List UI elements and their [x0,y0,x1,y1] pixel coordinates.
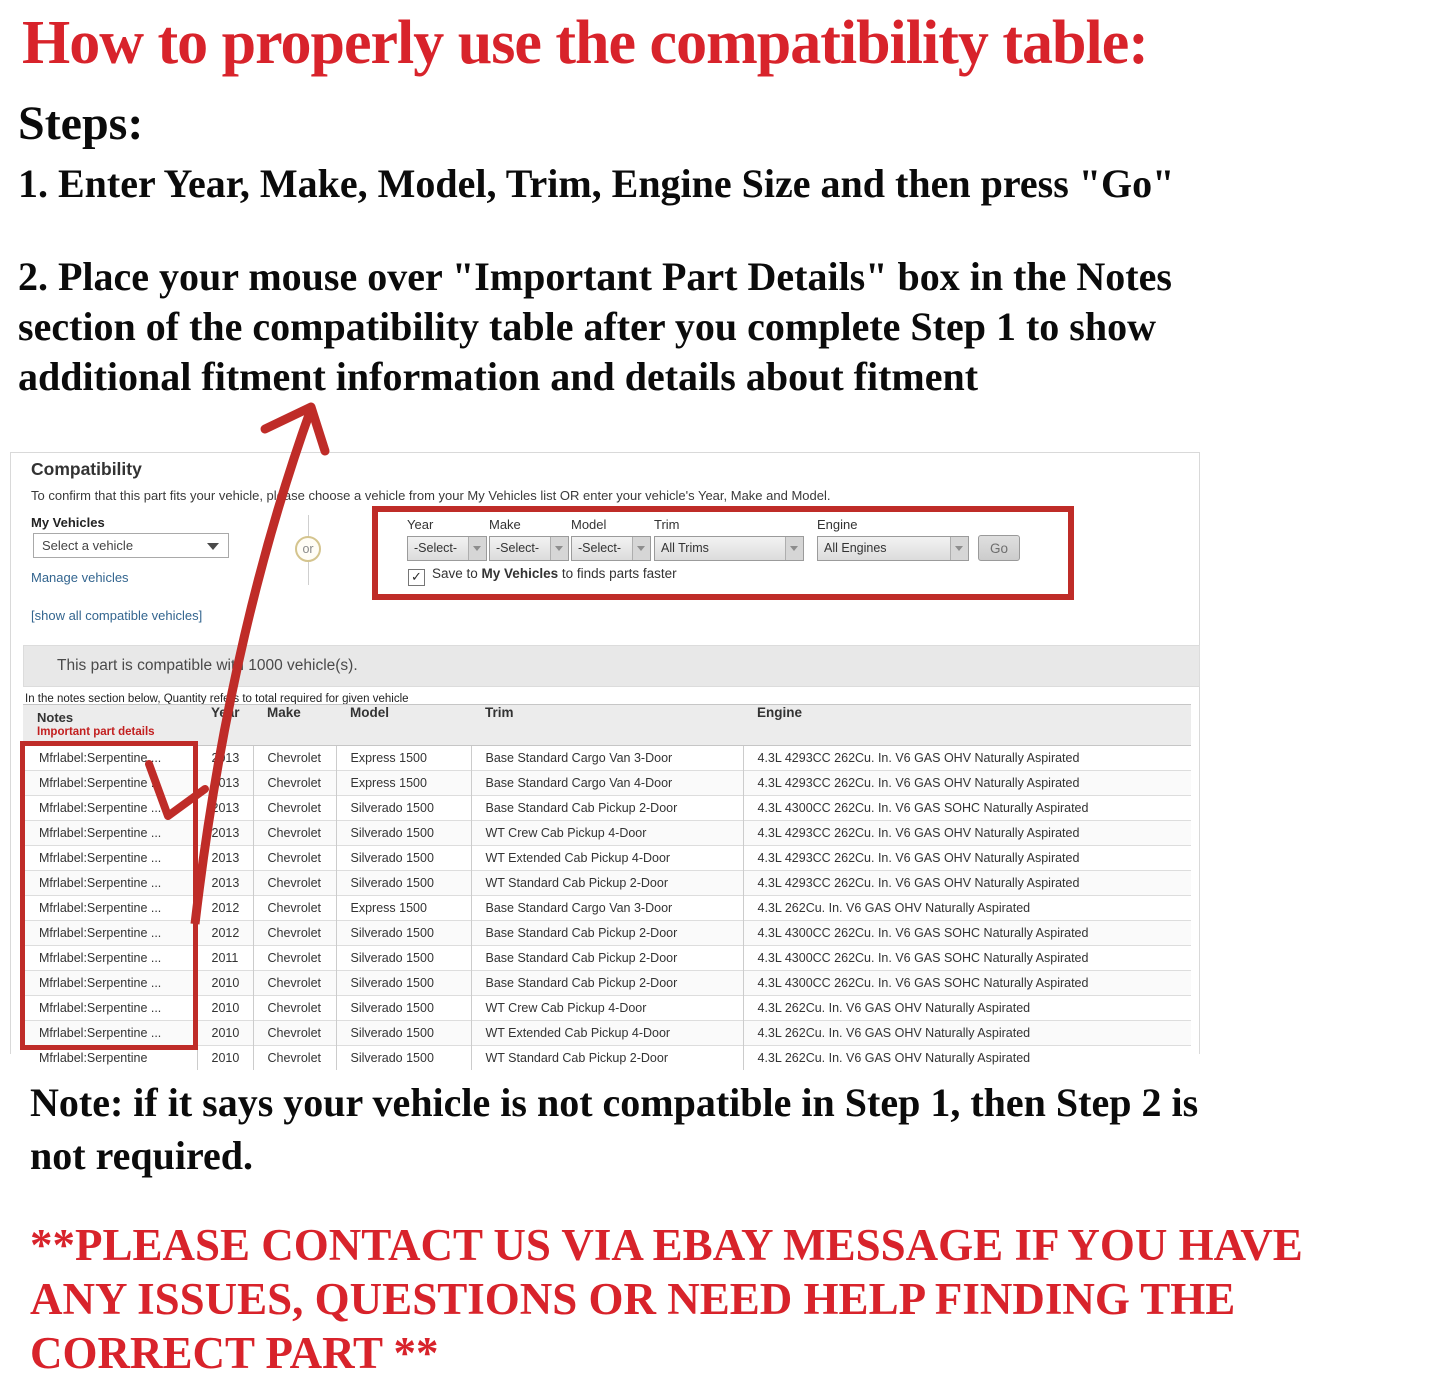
cell-model: Silverado 1500 [336,846,471,871]
year-select-value: -Select- [414,541,458,555]
cell-year: 2012 [197,896,253,921]
manage-vehicles-link[interactable]: Manage vehicles [31,570,129,585]
dropdown-caret-icon [207,543,219,550]
bottom-note-line-2: not required. [30,1133,253,1178]
step-2-line-2: section of the compatibility table after you complete Step 1 to show [18,304,1157,349]
cell-year: 2010 [197,971,253,996]
cell-engine: 4.3L 4300CC 262Cu. In. V6 GAS SOHC Naturally Aspirated [743,796,1191,821]
step-2-line-1: 2. Place your mouse over "Important Part Details" box in the Notes [18,254,1172,299]
cell-year: 2013 [197,871,253,896]
my-vehicles-select[interactable] [33,533,229,558]
cell-make: Chevrolet [253,996,336,1021]
save-to-my-vehicles-row[interactable] [408,566,677,586]
cell-trim: WT Crew Cab Pickup 4-Door [471,821,743,846]
cell-make: Chevrolet [253,1046,336,1071]
cell-year: 2011 [197,946,253,971]
cell-year: 2013 [197,771,253,796]
compatibility-panel [10,452,1200,1065]
cell-engine: 4.3L 4300CC 262Cu. In. V6 GAS SOHC Naturally Aspirated [743,971,1191,996]
notes-header-label: Notes [37,710,74,725]
cell-trim: WT Crew Cab Pickup 4-Door [471,996,743,1021]
cell-engine: 4.3L 4293CC 262Cu. In. V6 GAS OHV Naturally Aspirated [743,746,1191,771]
cell-model: Express 1500 [336,771,471,796]
cell-make: Chevrolet [253,971,336,996]
cell-notes: Mfrlabel:Serpentine ... [23,896,197,921]
cell-year: 2010 [197,1046,253,1071]
cell-model: Silverado 1500 [336,796,471,821]
cell-make: Chevrolet [253,821,336,846]
cell-year: 2010 [197,996,253,1021]
cell-engine: 4.3L 262Cu. In. V6 GAS OHV Naturally Aspirated [743,996,1191,1021]
cell-trim: Base Standard Cargo Van 3-Door [471,746,743,771]
save-text-prefix: Save to [432,566,478,581]
compatibility-description: To confirm that this part fits your vehicle, please choose a vehicle from your My Vehicles list OR enter your vehicle's Year, Make and Model. [31,488,831,503]
step-1-text: 1. Enter Year, Make, Model, Trim, Engine Size and then press "Go" [18,161,1175,206]
select-caret-icon [468,537,486,560]
my-vehicles-select-value: Select a vehicle [42,538,134,553]
cell-notes: Mfrlabel:Serpentine [23,1046,197,1071]
show-all-compatible-vehicles-link[interactable]: [show all compatible vehicles] [31,608,203,623]
cell-year: 2012 [197,921,253,946]
cell-trim: WT Extended Cab Pickup 4-Door [471,846,743,871]
cell-engine: 4.3L 262Cu. In. V6 GAS OHV Naturally Aspirated [743,1021,1191,1046]
engine-select-value: All Engines [824,541,887,555]
cell-trim: Base Standard Cab Pickup 2-Door [471,921,743,946]
model-label: Model [571,517,607,532]
cell-model: Silverado 1500 [336,1021,471,1046]
column-header-year: Year [197,705,253,746]
make-label: Make [489,517,521,532]
trim-select[interactable] [654,536,804,561]
cell-make: Chevrolet [253,896,336,921]
select-caret-icon [632,537,650,560]
fitment-row [23,796,1191,821]
cell-year: 2013 [197,846,253,871]
cell-engine: 4.3L 4293CC 262Cu. In. V6 GAS OHV Naturally Aspirated [743,821,1191,846]
cell-year: 2013 [197,821,253,846]
cell-trim: Base Standard Cargo Van 4-Door [471,771,743,796]
save-text-bold: My Vehicles [481,566,559,581]
bottom-note [30,1076,1198,1182]
cell-engine: 4.3L 4293CC 262Cu. In. V6 GAS OHV Naturally Aspirated [743,871,1191,896]
my-vehicles-label: My Vehicles [31,515,105,530]
cell-trim: Base Standard Cab Pickup 2-Door [471,796,743,821]
fitment-row [23,996,1191,1021]
cell-notes: Mfrlabel:Serpentine ... [23,846,197,871]
cell-model: Silverado 1500 [336,821,471,846]
year-field [407,517,487,561]
cell-notes: Mfrlabel:Serpentine ... [23,771,197,796]
column-header-model: Model [336,705,471,746]
cell-notes: Mfrlabel:Serpentine ... [23,971,197,996]
trim-select-value: All Trims [661,541,709,555]
cell-model: Silverado 1500 [336,921,471,946]
page-title: How to properly use the compatibility table: [22,9,1148,77]
cell-model: Express 1500 [336,896,471,921]
trim-label: Trim [654,517,680,532]
cell-notes: Mfrlabel:Serpentine ... [23,1021,197,1046]
engine-select[interactable] [817,536,969,561]
notes-quantity-hint: In the notes section below, Quantity refers to total required for given vehicle [25,693,409,705]
cell-make: Chevrolet [253,771,336,796]
fitment-row [23,821,1191,846]
cell-notes: Mfrlabel:Serpentine ... [23,871,197,896]
column-header-engine: Engine [743,705,1191,746]
step-2-line-3: additional fitment information and details about fitment [18,354,979,399]
select-caret-icon [550,537,568,560]
cell-model: Silverado 1500 [336,971,471,996]
year-select[interactable] [407,536,487,561]
cell-engine: 4.3L 4300CC 262Cu. In. V6 GAS SOHC Naturally Aspirated [743,946,1191,971]
cell-engine: 4.3L 262Cu. In. V6 GAS OHV Naturally Aspirated [743,896,1191,921]
cell-trim: WT Standard Cab Pickup 2-Door [471,1046,743,1071]
cell-make: Chevrolet [253,746,336,771]
cell-model: Silverado 1500 [336,946,471,971]
save-text-suffix: to finds parts faster [561,566,677,581]
cell-notes: Mfrlabel:Serpentine ... [23,921,197,946]
fitment-row [23,871,1191,896]
engine-label: Engine [817,517,858,532]
fitment-row [23,896,1191,921]
cell-model: Silverado 1500 [336,871,471,896]
fitment-row [23,1021,1191,1046]
year-label: Year [407,517,434,532]
fitment-table-body [23,746,1191,1071]
cell-make: Chevrolet [253,796,336,821]
cell-make: Chevrolet [253,846,336,871]
steps-heading: Steps: [18,97,144,150]
compatibility-heading: Compatibility [31,459,142,479]
checkmark-icon: ✓ [411,569,422,584]
go-button[interactable]: Go [978,535,1020,561]
cell-model: Express 1500 [336,746,471,771]
cell-make: Chevrolet [253,946,336,971]
fitment-table [23,704,1191,1070]
bottom-note-line-1: Note: if it says your vehicle is not compatible in Step 1, then Step 2 is [30,1080,1199,1125]
cell-make: Chevrolet [253,921,336,946]
cell-trim: WT Standard Cab Pickup 2-Door [471,871,743,896]
cell-trim: Base Standard Cab Pickup 2-Door [471,946,743,971]
cell-engine: 4.3L 4300CC 262Cu. In. V6 GAS SOHC Naturally Aspirated [743,921,1191,946]
cell-notes: Mfrlabel:Serpentine ... [23,946,197,971]
make-select[interactable] [489,536,569,561]
contact-message [30,1218,1303,1380]
or-badge: or [295,536,321,562]
fitment-row [23,771,1191,796]
contact-line-1: **PLEASE CONTACT US VIA EBAY MESSAGE IF YOU HAVE [30,1220,1303,1270]
fitment-row [23,746,1191,771]
cell-make: Chevrolet [253,871,336,896]
cell-year: 2013 [197,796,253,821]
cell-notes: Mfrlabel:Serpentine ... [23,996,197,1021]
select-caret-icon [950,537,968,560]
cell-year: 2013 [197,746,253,771]
fitment-row [23,1046,1191,1071]
fitment-table-header-row [23,705,1191,746]
cell-notes: Mfrlabel:Serpentine ... [23,821,197,846]
cell-engine: 4.3L 262Cu. In. V6 GAS OHV Naturally Aspirated [743,1046,1191,1071]
cell-trim: WT Extended Cab Pickup 4-Door [471,1021,743,1046]
cell-model: Silverado 1500 [336,1046,471,1071]
cell-notes: Mfrlabel:Serpentine ... [23,796,197,821]
fitment-row [23,921,1191,946]
fitment-row [23,971,1191,996]
step-2-text [18,252,1172,402]
save-checkbox[interactable] [408,569,425,586]
column-header-trim: Trim [471,705,743,746]
cell-engine: 4.3L 4293CC 262Cu. In. V6 GAS OHV Naturally Aspirated [743,771,1191,796]
engine-field [817,517,969,561]
cell-engine: 4.3L 4293CC 262Cu. In. V6 GAS OHV Naturally Aspirated [743,846,1191,871]
important-part-details-label[interactable]: Important part details [37,726,155,738]
contact-line-2: ANY ISSUES, QUESTIONS OR NEED HELP FINDING THE [30,1274,1236,1324]
column-header-make: Make [253,705,336,746]
model-select[interactable] [571,536,651,561]
fitment-row [23,846,1191,871]
cell-trim: Base Standard Cargo Van 3-Door [471,896,743,921]
fitment-row [23,946,1191,971]
select-caret-icon [785,537,803,560]
cell-model: Silverado 1500 [336,996,471,1021]
contact-line-3: CORRECT PART ** [30,1328,439,1378]
cell-trim: Base Standard Cab Pickup 2-Door [471,971,743,996]
model-select-value: -Select- [578,541,622,555]
cell-make: Chevrolet [253,1021,336,1046]
cell-notes: Mfrlabel:Serpentine ... [23,746,197,771]
make-field [489,517,569,561]
cell-year: 2010 [197,1021,253,1046]
trim-field [654,517,804,561]
column-header-notes [23,705,197,746]
compatible-count-banner: This part is compatible with 1000 vehicle(s). [23,645,1200,687]
model-field [571,517,651,561]
make-select-value: -Select- [496,541,540,555]
